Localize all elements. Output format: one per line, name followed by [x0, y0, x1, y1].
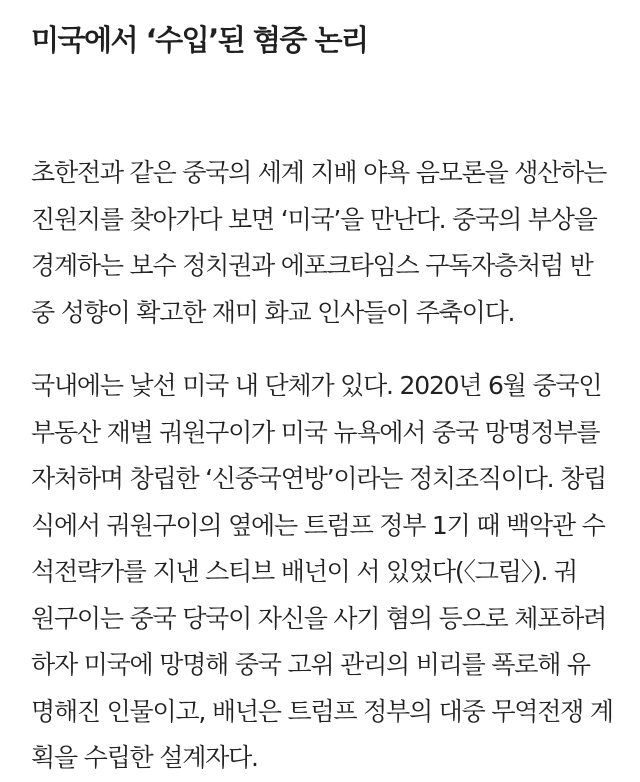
paragraph	[31, 363, 631, 782]
article-title: 미국에서 ‘수입’된 혐중 논리	[31, 23, 368, 57]
text-line: 하자 미국에 망명해 중국 고위 관리의 비리를 폭로해 유	[31, 650, 590, 679]
text-line: 부동산 재벌 궈원구이가 미국 뉴욕에서 중국 망명정부를	[31, 417, 600, 447]
text-line: 명해진 인물이고, 배넌은 트럼프 정부의 대중 무역전쟁 계	[31, 696, 613, 726]
paragraph	[31, 150, 631, 336]
text-line: 경계하는 보수 정치권과 에포크타임스 구독자층처럼 반	[31, 251, 593, 280]
text-line: 획을 수립한 설계자다.	[31, 743, 258, 772]
text-line: 식에서 궈원구이의 옆에는 트럼프 정부 1기 때 백악관 수	[31, 510, 605, 540]
text-line: 자처하며 창립한 ‘신중국연방’이라는 정치조직이다. 창립	[31, 464, 607, 493]
text-line: 국내에는 낯선 미국 내 단체가 있다. 2020년 6월 중국인	[31, 371, 602, 400]
text-line: 원구이는 중국 당국이 자신을 사기 혐의 등으로 체포하려	[31, 603, 607, 633]
text-line: 초한전과 같은 중국의 세계 지배 야욕 음모론을 생산하는	[31, 158, 607, 187]
text-line: 진원지를 찾아가다 보면 ‘미국’을 만난다. 중국의 부상을	[31, 204, 597, 234]
text-line: 석전략가를 지낸 스티브 배넌이 서 있었다(〈그림〉). 궈	[31, 557, 577, 586]
text-line: 중 성향이 확고한 재미 화교 인사들이 주축이다.	[31, 297, 515, 327]
